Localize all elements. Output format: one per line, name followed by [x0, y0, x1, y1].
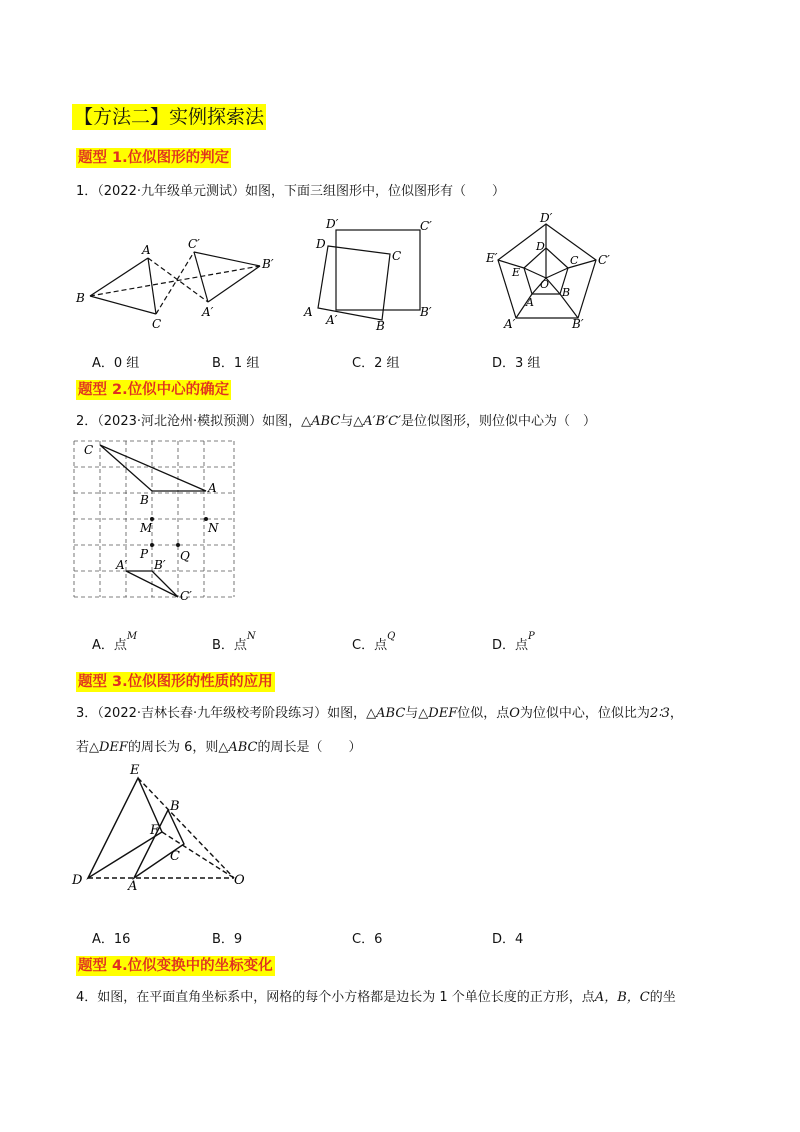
- question-3-figure: [70, 760, 270, 890]
- q1-fig3-label-b: B: [562, 286, 571, 299]
- q2-option-c-point: Q: [387, 631, 396, 642]
- q1-fig1-label-b-prime: B′: [262, 257, 274, 271]
- q3-label-f: F: [150, 823, 160, 838]
- q1-fig3-label-d-prime: D′: [540, 211, 553, 225]
- q2-label-m: M: [140, 521, 153, 535]
- q1-fig2-label-a-prime: A′: [326, 313, 338, 327]
- q1-fig1-label-b: B: [76, 291, 85, 305]
- q1-option-a[interactable]: A．0 组: [92, 356, 140, 371]
- q1-fig3-label-c-prime: C′: [598, 253, 610, 267]
- q1-figure-1: [90, 252, 260, 314]
- q3-label-d: D: [72, 873, 83, 888]
- question-2-number: 2．: [76, 414, 98, 429]
- question-3-line2-c: 的周长是（ ）: [257, 740, 362, 755]
- q3-label-b: B: [170, 799, 180, 814]
- question-3-stem-c: 位似，点: [457, 706, 510, 721]
- question-3-number: 3．: [76, 706, 98, 721]
- q2-label-b: B: [140, 493, 149, 507]
- q1-fig3-label-a: A: [526, 296, 534, 309]
- q3-option-b[interactable]: B．9: [212, 932, 243, 947]
- question-1-number: 1．: [76, 184, 98, 199]
- q1-fig2-label-b-prime: B′: [420, 305, 432, 319]
- q1-fig2-label-d: D: [316, 237, 326, 251]
- question-2-triangle-1: △ABC: [301, 414, 341, 429]
- question-1-text: [76, 182, 505, 202]
- q1-fig2-label-b: B: [376, 319, 385, 333]
- q2-label-c-prime: C′: [180, 589, 192, 603]
- section-title-2: 题型 2.位似中心的确定: [78, 382, 230, 398]
- q2-option-a-label: A．点: [92, 638, 127, 653]
- q2-option-d-point: P: [528, 631, 535, 642]
- question-3-text: 3．（2022·吉林长春·九年级校考阶段练习）如图，△ABC与△DEF位似，点O为位似中心，位似比为2∶3，: [76, 706, 683, 721]
- q3-label-c: C: [170, 849, 180, 864]
- q1-fig2-label-a: A: [304, 305, 313, 319]
- q1-fig1-label-a: A: [142, 243, 151, 257]
- method-title: 【方法二】实例探索法: [74, 106, 265, 128]
- question-3-triangle-3: △DEF: [89, 740, 128, 755]
- q2-option-a[interactable]: [92, 631, 138, 653]
- q2-option-d[interactable]: [492, 631, 535, 653]
- q2-option-c-label: C．点: [352, 638, 388, 653]
- question-3-ratio: 2∶3: [649, 706, 670, 721]
- question-3-triangle-2: △DEF: [418, 706, 458, 721]
- q2-label-a: A: [208, 481, 217, 495]
- question-4-points: A，B，C: [594, 990, 650, 1005]
- q1-option-d[interactable]: D．3 组: [492, 356, 541, 371]
- section-title-4: 题型 4.位似变换中的坐标变化: [78, 958, 273, 974]
- question-2-stem-a: （2023·河北沧州·模拟预测）如图，: [97, 414, 302, 429]
- q3-option-d[interactable]: D．4: [492, 932, 524, 947]
- q1-fig3-label-e-prime: E′: [486, 251, 498, 265]
- question-1-stem: （2022·九年级单元测试）如图，下面三组图形中，位似图形有（ ）: [97, 184, 505, 199]
- q1-fig1-label-c: C: [152, 317, 162, 331]
- question-4-stem-b: 的坐: [649, 990, 676, 1005]
- q2-label-c: C: [84, 443, 94, 457]
- q1-fig2-label-d-prime: D′: [326, 217, 339, 231]
- q1-fig1-label-c-prime: C′: [188, 237, 200, 251]
- question-1-figures: [70, 210, 630, 340]
- question-4-stem-a: 4．如图，在平面直角坐标系中，网格的每个小方格都是边长为 1 个单位长度的正方形，点: [76, 990, 595, 1005]
- q3-option-a[interactable]: A．16: [92, 932, 131, 947]
- q1-fig1-label-a-prime: A′: [202, 305, 214, 319]
- q1-fig2-label-c-prime: C′: [420, 219, 432, 233]
- q1-fig2-label-c: C: [392, 249, 402, 263]
- q1-fig3-label-c: C: [570, 254, 579, 267]
- q2-label-q: Q: [180, 549, 190, 563]
- q3-label-o: O: [234, 873, 245, 888]
- question-3-line2-a: 若: [76, 740, 90, 755]
- section-title-1: 题型 1.位似图形的判定: [78, 150, 230, 166]
- question-2-triangle-2: △A′B′C′: [353, 414, 402, 429]
- question-3-text-line2: [76, 738, 362, 758]
- question-3-triangle-1: △ABC: [366, 706, 406, 721]
- q2-option-a-point: M: [126, 631, 138, 642]
- q2-label-p: P: [140, 547, 149, 561]
- q1-option-b[interactable]: B．1 组: [212, 356, 260, 371]
- q1-option-c[interactable]: C．2 组: [352, 356, 400, 371]
- q2-label-b-prime: B′: [154, 558, 166, 572]
- q1-fig3-label-o: O: [540, 278, 550, 291]
- q1-fig3-label-a-prime: A′: [504, 317, 516, 331]
- q3-label-a: A: [128, 879, 138, 890]
- question-2-stem-c: 是位似图形，则位似中心为（ ）: [401, 414, 597, 429]
- question-3-stem-b: 与: [405, 706, 419, 721]
- q1-fig3-label-b-prime: B′: [572, 317, 584, 331]
- question-3-triangle-4: △ABC: [218, 740, 258, 755]
- q2-option-d-label: D．点: [492, 638, 529, 653]
- q3-label-e: E: [130, 763, 140, 778]
- question-3-stem-a: （2022·吉林长春·九年级校考阶段练习）如图，: [97, 706, 367, 721]
- q2-option-b[interactable]: [212, 631, 256, 653]
- q1-fig3-label-e: E: [512, 266, 521, 279]
- question-2-grid-figure: [70, 438, 250, 608]
- q3-option-c[interactable]: C．6: [352, 932, 383, 947]
- q1-figure-2: [318, 230, 420, 320]
- q2-label-a-prime: A′: [116, 558, 128, 572]
- q2-label-n: N: [208, 521, 219, 535]
- question-3-center: O: [509, 706, 520, 721]
- question-3-stem-d: 为位似中心，位似比为: [519, 706, 650, 721]
- question-4-text: [76, 988, 736, 1008]
- section-title-3: 题型 3.位似图形的性质的应用: [78, 674, 273, 690]
- q2-option-c[interactable]: [352, 631, 396, 653]
- q2-option-b-point: N: [246, 631, 256, 642]
- q2-option-b-label: B．点: [212, 638, 247, 653]
- question-2-stem-b: 与: [340, 414, 354, 429]
- question-2-text: [76, 412, 596, 432]
- question-3-line2-b: 的周长为 6，则: [127, 740, 219, 755]
- q1-fig3-label-d: D: [536, 240, 545, 253]
